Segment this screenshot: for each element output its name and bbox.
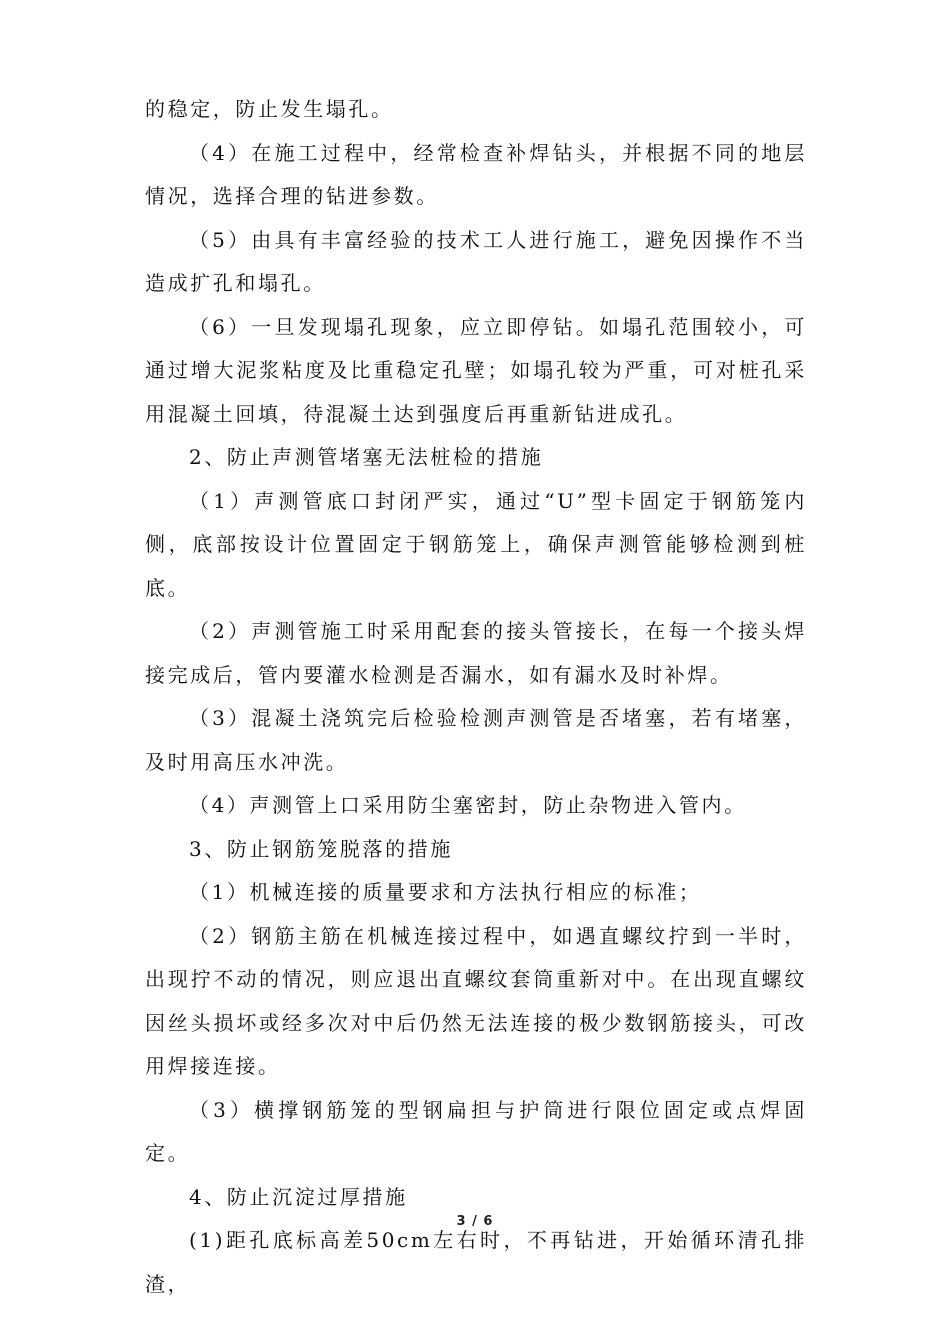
list-item: （4）声测管上口采用防尘塞密封，防止杂物进入管内。: [189, 793, 747, 817]
paragraph-continuation: 的稳定，防止发生塌孔。: [145, 97, 394, 121]
section-heading: 4、防止沉淀过厚措施: [189, 1184, 408, 1209]
list-item: （1）声测管底口封闭严实，通过“U”型卡固定于钢筋笼内侧，底部按设计位置固定于钢筋笼上，确保声测管能够检测到桩底。: [145, 488, 807, 600]
list-item: （4）在施工过程中，经常检查补焊钻头，并根据不同的地层情况，选择合理的钻进参数。: [145, 140, 807, 208]
list-item: （6）一旦发现塌孔现象，应立即停钻。如塌孔范围较小，可通过增大泥浆粘度及比重稳定孔壁；如塌孔较为严重，可对桩孔采用混凝土回填，待混凝土达到强度后再重新钻进成孔。: [145, 314, 807, 426]
section-heading: 3、防止钢筋笼脱落的措施: [189, 836, 453, 861]
list-item: （1）机械连接的质量要求和方法执行相应的标准；: [189, 880, 702, 904]
list-item: （2）钢筋主筋在机械连接过程中，如遇直螺纹拧到一半时，出现拧不动的情况，则应退出直螺纹套筒重新对中。在出现直螺纹因丝头损坏或经多次对中后仍然无法连接的极少数钢筋接头，可改用焊接连接。: [145, 923, 807, 1078]
list-item: （3）横撑钢筋笼的型钢扁担与护筒进行限位固定或点焊固定。: [145, 1097, 807, 1165]
list-item: （3）混凝土浇筑完后检验检测声测管是否堵塞，若有堵塞，及时用高压水冲洗。: [145, 706, 807, 774]
list-item: (1)距孔底标高差50cm左右时，不再钻进，开始循环清孔排渣，: [145, 1228, 807, 1296]
page-body: [145, 88, 807, 1306]
section-heading: 2、防止声测管堵塞无法桩检的措施: [189, 445, 544, 469]
list-item: （2）声测管施工时采用配套的接头管接长，在每一个接头焊接完成后，管内要灌水检测是否漏水，如有漏水及时补焊。: [145, 619, 807, 687]
page-number: 3 / 6: [456, 1214, 494, 1229]
list-item: （5）由具有丰富经验的技术工人进行施工，避免因操作不当造成扩孔和塌孔。: [145, 227, 807, 295]
